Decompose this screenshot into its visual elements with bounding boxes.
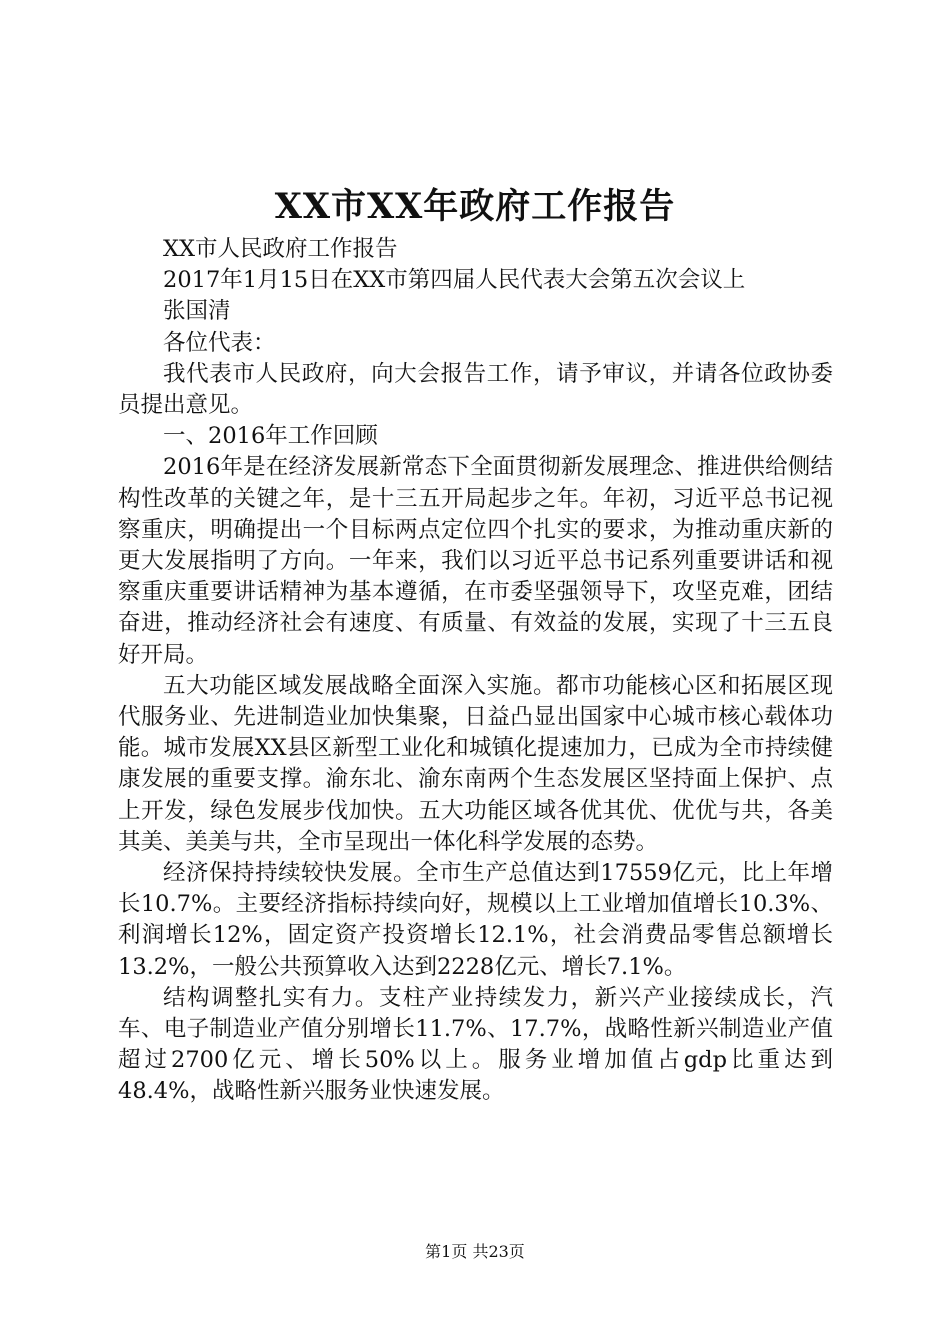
paragraph-salutation: 各位代表： bbox=[163, 329, 276, 356]
section-heading: 一、2016年工作回顾 bbox=[163, 423, 378, 450]
paragraph-economy: 经济保持持续较快发展。全市生产总值达到17559亿元，比上年增长10.7%。主要经济指标持续向好，规模以上工业增加值增长10.3%、利润增长12%，固定资产投资增长12.1%，社会消费品零售总额增长13.2%，一般公共预算收入达到2228亿元、增长7.1%。 bbox=[118, 860, 833, 980]
page-number-footer: 第1页 共23页 bbox=[425, 1242, 525, 1261]
paragraph-review: 2016年是在经济发展新常态下全面贯彻新发展理念、推进供给侧结构性改革的关键之年，是十三五开局起步之年。年初，习近平总书记视察重庆，明确提出一个目标两点定位四个扎实的要求，为推动重庆新的更大发展指明了方向。一年来，我们以习近平总书记系列重要讲话和视察重庆重要讲话精神为基本遵循，在市委坚强领导下，攻坚克难，团结奋进，推动经济社会有速度、有质量、有效益的发展，实现了十三五良好开局。 bbox=[118, 454, 833, 668]
paragraph-subtitle: XX市人民政府工作报告 bbox=[163, 236, 398, 262]
paragraph-meeting-info: 2017年1月15日在XX市第四届人民代表大会第五次会议上 bbox=[163, 267, 746, 294]
document-body bbox=[118, 234, 833, 1108]
paragraph-structure: 结构调整扎实有力。支柱产业持续发力，新兴产业接续成长，汽车、电子制造业产值分别增长11.7%、17.7%，战略性新兴制造业产值超过2700亿元、增长50%以上。服务业增加值占gdp比重达到48.4%，战略性新兴服务业快速发展。 bbox=[118, 984, 833, 1105]
document-title: XX市XX年政府工作报告 bbox=[274, 186, 676, 227]
paragraph-author: 张国清 bbox=[163, 298, 231, 325]
paragraph-regions: 五大功能区域发展战略全面深入实施。都市功能核心区和拓展区现代服务业、先进制造业加快集聚，日益凸显出国家中心城市核心载体功能。城市发展XX县区新型工业化和城镇化提速加力，已成为全市持续健康发展的重要支撑。渝东北、渝东南两个生态发展区坚持面上保护、点上开发，绿色发展步伐加快。五大功能区域各优其优、优优与共，各美其美、美美与共，全市呈现出一体化科学发展的态势。 bbox=[118, 672, 833, 855]
paragraph-intro: 我代表市人民政府，向大会报告工作，请予审议，并请各位政协委员提出意见。 bbox=[118, 360, 833, 419]
